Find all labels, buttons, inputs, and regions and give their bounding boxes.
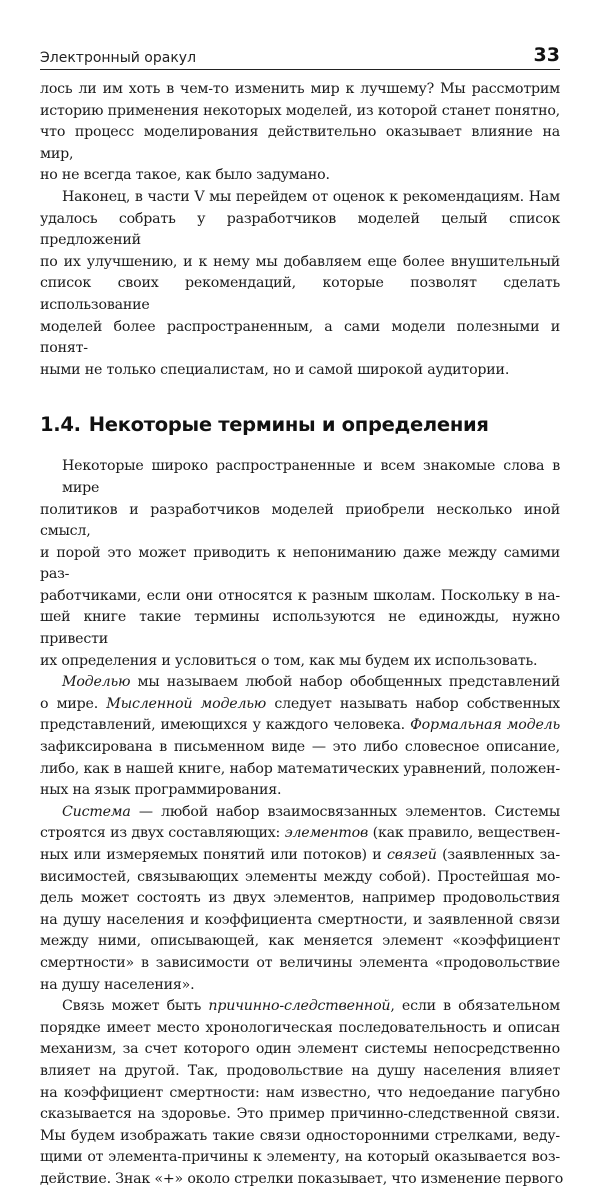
text-line: что процесс моделирования действительно оказывает влияние на мир, — [40, 124, 560, 162]
page-body — [40, 79, 564, 1191]
text-line: сказывается на здоровье. Это пример причинно-следственной связи. — [40, 1106, 560, 1123]
text-line: механизм, за счет которого один элемент системы непосредственно — [40, 1041, 560, 1058]
text-line: список своих рекомендаций, которые позволят сделать использование — [40, 275, 560, 313]
paragraph — [40, 456, 560, 672]
text-line: работчиками, если они относятся к разным школам. Поскольку в на- — [40, 587, 560, 604]
text-line: между ними, описывающей, как меняется элемент «коэффициент — [40, 933, 560, 950]
text-line: ных или измеряемых понятий или потоков) и связей (заявленных за- — [40, 847, 561, 863]
text-line: представлений, имеющихся у каждого человека. Формальная модель — [40, 717, 560, 734]
text-line: Связь может быть причинно-следственной, если в обязательном — [62, 998, 560, 1015]
paragraph — [40, 802, 560, 996]
text-line: Система — любой набор взаимосвязанных элементов. Системы — [62, 803, 560, 820]
section-title: Некоторые термины и определения — [88, 413, 489, 437]
text-line: моделей более распространенным, а сами модели полезными и понят- — [40, 318, 560, 357]
section-number: 1.4. — [40, 413, 81, 437]
text-line: на душу населения и коэффициента смертности, и заявленной связи — [40, 911, 560, 928]
text-line: по их улучшению, и к нему мы добавляем еще более внушительный — [40, 253, 560, 270]
text-line: щими от элемента-причины к элементу, на который оказывается воз- — [40, 1149, 560, 1166]
text-line: Мы будем изображать такие связи односторонними стрелками, веду- — [40, 1127, 560, 1144]
text-line: ных на язык программирования. — [40, 782, 282, 799]
text-line: политиков и разработчиков моделей приобрели несколько иной смысл, — [40, 501, 560, 540]
text-line: либо, как в нашей книге, набор математических уравнений, положен- — [40, 760, 560, 777]
header-rule — [40, 69, 560, 70]
text-line: но не всегда такое, как было задумано. — [40, 167, 330, 184]
paragraph — [40, 187, 560, 381]
text-line: Некоторые широко распространенные и всем знакомые слова в мире — [62, 458, 560, 496]
paragraph — [40, 672, 560, 802]
paragraph — [40, 996, 564, 1190]
section-heading — [40, 413, 560, 436]
text-line: историю применения некоторых моделей, из которой станет понятно, — [40, 102, 560, 119]
text-line: дель может состоять из двух элементов, например продовольствия — [40, 890, 560, 907]
text-line: на душу населения». — [40, 976, 195, 993]
text-line: влияет на другой. Так, продовольствие на душу населения влияет — [40, 1062, 560, 1079]
text-line: Наконец, в части V мы перейдем от оценок к рекомендациям. Нам — [62, 188, 560, 205]
intro-text-block — [40, 79, 560, 381]
text-line: висимостей, связывающих элементы между собой). Простейшая мо- — [40, 868, 560, 885]
page-number: 33 — [533, 44, 560, 66]
text-line: строятся из двух составляющих: элементов (как правило, веществен- — [40, 825, 560, 842]
paragraph — [40, 79, 560, 187]
text-line: на коэффициент смертности: нам известно, что недоедание пагубно — [40, 1084, 560, 1101]
text-line: зафиксирована в письменном виде — это либо словесное описание, — [40, 739, 560, 756]
text-line: действие. Знак «+» около стрелки показывает, что изменение первого — [40, 1170, 564, 1187]
text-line: удалось собрать у разработчиков моделей целый список предложений — [40, 210, 560, 249]
text-line: порядке имеет место хронологическая последовательность и описан — [40, 1019, 560, 1036]
text-line: шей книге такие термины используются не единожды, нужно привести — [40, 609, 560, 648]
text-line: Моделью мы называем любой набор обобщенных представлений — [62, 674, 560, 691]
running-header — [40, 44, 560, 66]
text-line: лось ли им хоть в чем-то изменить мир к лучшему? Мы рассмотрим — [40, 81, 560, 97]
text-line: их определения и условиться о том, как мы будем их использовать. — [40, 652, 538, 669]
section-text-block — [40, 456, 564, 1190]
text-line: смертности» в зависимости от величины элемента «продовольствие — [40, 954, 560, 971]
text-line: и порой это может приводить к непониманию даже между самими раз- — [40, 544, 560, 583]
text-line: о мире. Мысленной моделью следует называть набор собственных — [40, 695, 560, 712]
text-line: ными не только специалистам, но и самой широкой аудитории. — [40, 361, 510, 378]
running-title: Электронный оракул — [40, 50, 197, 66]
